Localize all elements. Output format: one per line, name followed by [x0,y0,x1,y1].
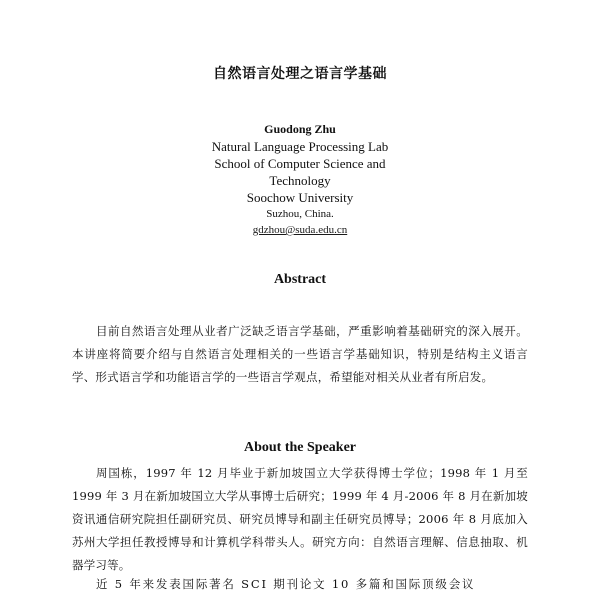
abstract-heading: Abstract [273,272,327,287]
author-lab: Natural Language Processing Lab [211,139,389,154]
speaker-bio-paragraph: 周国栋，1997 年 12 月毕业于新加坡国立大学获得博士学位；1998 年 1 月至 1999 年 3 月在新加坡国立大学从事博士后研究；1999 年 4 月-2006 年 8 月在新加坡资讯通信研究院担任副研究员、研究员博导和副主任研究员博导；2006 年 8 月底加入苏州大学担任教授博导和计算机学科带头人。研究方向：自然语言理解、信息抽取、机器学习等。 [72,466,528,572]
author-school-line1: School of Computer Science and [214,156,386,171]
speaker-publications-paragraph: 近 5 年来发表国际著名 SCI 期刊论文 10 多篇和国际顶级会议 [96,577,476,591]
author-city: Suzhou, China. [266,208,334,220]
author-block [0,121,600,239]
paper-title: 自然语言处理之语言学基础 [213,66,387,82]
speaker-heading: About the Speaker [243,440,356,455]
abstract-text: 目前自然语言处理从业者广泛缺乏语言学基础，严重影响着基础研究的深入展开。本讲座将简要介绍与自然语言处理相关的一些语言学基础知识，特别是结构主义语言学、形式语言学和功能语言学的一些语言学观点，希望能对相关从业者有所启发。 [72,324,528,384]
author-email-link[interactable]: gdzhou@suda.edu.cn [252,224,348,236]
author-school-line2: Technology [269,173,331,188]
author-name: Guodong Zhu [264,122,336,136]
author-university: Soochow University [246,190,354,205]
